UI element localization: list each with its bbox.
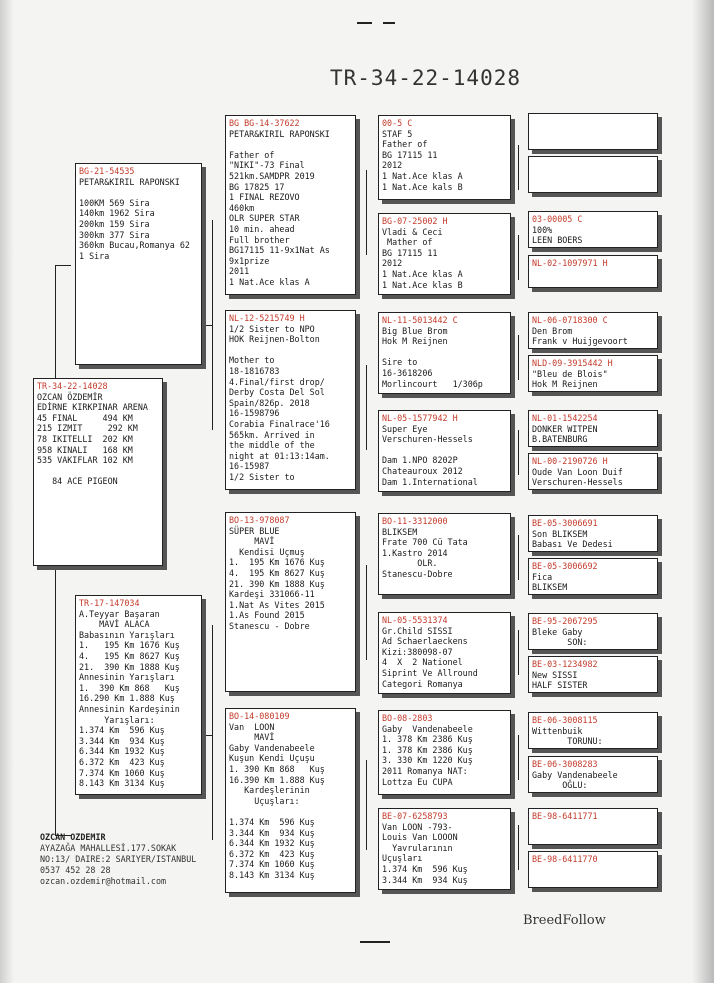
ring-number: BO-08-2803 <box>382 713 433 723</box>
pedigree-text-line: 1. 195 Km 1676 Kuş <box>79 640 180 651</box>
pedigree-box-gen5-9[interactable] <box>528 515 658 552</box>
connector-line <box>518 630 519 675</box>
pedigree-text-line: Mother to <box>229 355 275 366</box>
pedigree-box-gen5-7[interactable] <box>528 410 658 447</box>
pedigree-text-line: HALF SISTER <box>532 680 588 691</box>
pedigree-text-line: LEEN BOERS <box>532 235 583 246</box>
pedigree-text-line: 45 FINAL 494 KM <box>37 412 133 423</box>
pedigree-text-line: Verschuren-Hessels <box>532 477 623 488</box>
connector-line <box>518 335 519 380</box>
pedigree-text-line: 300km 377 Sira <box>79 229 150 240</box>
pedigree-text-line: PETAR&KIRIL RAPONSKI <box>79 176 180 187</box>
connector-line <box>212 220 213 430</box>
owner-contact <box>40 832 196 887</box>
pedigree-box-gen5-1[interactable] <box>528 113 658 150</box>
pedigree-title: TR-34-22-14028 <box>330 66 522 90</box>
pedigree-text-line: Babası Ve Dedesi <box>532 539 613 550</box>
bottom-mark <box>360 941 390 943</box>
pedigree-text-line: TORUNU: <box>532 736 603 747</box>
pedigree-text-line: 4 X 2 Nationel <box>382 657 463 668</box>
pedigree-text-line: BG17115 11-9x1Nat As <box>229 245 330 256</box>
pedigree-text-line: B.BATENBURG <box>532 434 588 445</box>
pedigree-text-line: 7.374 Km 1060 Kuş <box>229 859 315 870</box>
pedigree-text-line: PETAR&KIRIL RAPONSKI <box>229 128 330 139</box>
pedigree-text-line: SON: <box>532 637 588 648</box>
page-edge-left <box>0 0 14 983</box>
pedigree-text-line: MAVİ <box>229 536 275 547</box>
pedigree-text-line: EDİRNE KIRKPINAR ARENA <box>37 402 148 413</box>
brand-logo-text: BreedFollow <box>523 913 606 928</box>
pedigree-box-gen5-2[interactable] <box>528 156 658 193</box>
pedigree-box-sire-dam[interactable] <box>225 310 356 490</box>
pedigree-text-line: SÜPER BLUE <box>229 525 280 536</box>
pedigree-text-line: 3.344 Km 934 Kuş <box>79 735 165 746</box>
pedigree-text-line: 140km 1962 Sira <box>79 208 155 219</box>
pedigree-text-line: Verschuren-Hessels <box>382 434 473 445</box>
pedigree-text-line: 1.As Found 2015 <box>229 610 305 621</box>
pedigree-text-line: Oude Van Loon Duif <box>532 466 623 477</box>
pedigree-text-line: Van LOON <box>229 721 275 732</box>
pedigree-text-line: Frank v Huijgevoort <box>532 336 628 347</box>
owner-line: AYAZAĞA MAHALLESİ.177.SOKAK <box>40 843 177 853</box>
pedigree-box-dam-dam[interactable] <box>225 708 356 893</box>
pedigree-text-line <box>37 466 159 477</box>
pedigree-box-gen5-4[interactable] <box>528 255 658 288</box>
pedigree-box-ssd[interactable] <box>378 213 511 295</box>
pedigree-box-gen5-3[interactable] <box>528 211 658 248</box>
pedigree-text-line: Father of <box>382 139 428 150</box>
ring-number: BO-13-978087 <box>229 515 290 525</box>
pedigree-text-line: night at 01:13:14am. <box>229 450 330 461</box>
pedigree-box-gen5-6[interactable] <box>528 355 658 392</box>
ring-number: BE-98-6411771 <box>532 811 598 821</box>
ring-number: BG-07-25002 H <box>382 216 448 226</box>
pedigree-text-line: 200km 159 Sira <box>79 218 150 229</box>
pedigree-text-line: "Bleu de Blois" <box>532 368 608 379</box>
pedigree-text-line: Son BLIKSEM <box>532 528 588 539</box>
owner-name: OZCAN OZDEMIR <box>40 832 106 842</box>
pedigree-text-line: Full brother <box>229 234 290 245</box>
pedigree-text-line: 1. 195 Km 1676 Kuş <box>229 557 325 568</box>
pedigree-text-line: Ad Schaerlaeckens <box>382 636 468 647</box>
pedigree-text-line: "NIKI"-73 Final <box>229 160 305 171</box>
pedigree-text-line: 1.374 Km 596 Kuş <box>79 725 165 736</box>
pedigree-text-line: 6.372 Km 423 Kuş <box>79 756 165 767</box>
pedigree-text-line <box>229 139 352 150</box>
pedigree-text-line: OZCAN ÖZDEMİR <box>37 391 103 402</box>
pedigree-text-line: 84 ACE PIGEON <box>37 476 118 487</box>
pedigree-text-line: MAVİ <box>229 732 275 743</box>
owner-email[interactable]: ozcan.ozdemir@hotmail.com <box>40 876 167 886</box>
pedigree-text-line: 521km.SAMDPR 2019 <box>229 170 315 181</box>
pedigree-text-line: Morlincourt 1/306p <box>382 378 483 389</box>
connector-line <box>55 265 71 266</box>
pedigree-text-line: Hok M Reijnen <box>382 336 448 347</box>
top-mark <box>357 22 372 24</box>
pedigree-text-line: Categori Romanya <box>382 678 463 689</box>
ring-number: BG-21-54535 <box>79 166 135 176</box>
page-edge-right <box>692 0 714 983</box>
ring-number: NL-01-1542254 <box>532 413 598 423</box>
pedigree-text-line: New SISSI <box>532 669 578 680</box>
connector-line <box>518 825 519 870</box>
pedigree-text-line: Van LOON -793- <box>382 821 453 832</box>
pedigree-text-line: Mather of <box>382 237 433 248</box>
pedigree-text-line: 16.290 Km 1.888 Kuş <box>79 693 175 704</box>
pedigree-text-line: Big Blue Brom <box>382 325 448 336</box>
pedigree-text-line: 16-15987 <box>229 461 270 472</box>
ring-number: BE-03-1234982 <box>532 659 598 669</box>
pedigree-text-line: A.Teyyar Başaran <box>79 608 160 619</box>
ring-number: NL-06-0718300 C <box>532 315 608 325</box>
pedigree-text-line: Siprint Ve Allround <box>382 667 478 678</box>
connector-line <box>202 735 212 736</box>
pedigree-text-line: 6.344 Km 1932 Kuş <box>229 838 315 849</box>
pedigree-text-line: 7.374 Km 1060 Kuş <box>79 767 165 778</box>
pedigree-text-line: Kardeşlerinin <box>229 785 310 796</box>
pedigree-text-line: Yarışları: <box>79 714 155 725</box>
pedigree-text-line: 100% <box>532 224 553 235</box>
ring-number: BG BG-14-37622 <box>229 118 300 128</box>
ring-number: BE-07-6258793 <box>382 811 448 821</box>
pedigree-text-line: Vladi & Ceci <box>382 226 443 237</box>
pedigree-text-line: 1 Nat.Ace klas A <box>382 170 463 181</box>
connector-line <box>518 235 519 280</box>
pedigree-text-line: Louis Van LOOON <box>382 832 458 843</box>
pedigree-text-line: 1.374 Km 596 Kuş <box>382 863 468 874</box>
ring-number: 00-5 C <box>382 118 413 128</box>
owner-phone: 0537 452 28 28 <box>40 865 111 875</box>
pedigree-text-line: DONKER WITPEN <box>532 423 598 434</box>
pedigree-text-line: Chateauroux 2012 <box>382 465 463 476</box>
pedigree-text-line: 1. 378 Km 2386 Kuş <box>382 744 473 755</box>
pedigree-text-line: 1. 390 Km 868 Kuş <box>229 763 325 774</box>
pedigree-text-line: 78 IKITELLI 202 KM <box>37 433 133 444</box>
pedigree-text-line: 4. 195 Km 8627 Kuş <box>79 650 180 661</box>
pedigree-text-line: OLR. <box>382 558 438 569</box>
pedigree-text-line: BLIKSEM <box>532 582 568 593</box>
pedigree-text-line: Annesinin Kardeşinin <box>79 703 180 714</box>
pedigree-text-line: Uçuşları: <box>229 795 300 806</box>
pedigree-text-line: 4.Final/first drop/ <box>229 376 325 387</box>
pedigree-box-gen5-16[interactable] <box>528 851 658 888</box>
ring-number: NLD-09-3915442 H <box>532 358 613 368</box>
pedigree-text-line: Hok M Reijnen <box>532 379 598 390</box>
pedigree-text-line: Father of <box>229 149 275 160</box>
ring-number: BE-06-3008115 <box>532 715 598 725</box>
pedigree-box-gen5-10[interactable] <box>528 558 658 595</box>
ring-number: NL-00-2190726 H <box>532 456 608 466</box>
pedigree-box-gen5-12[interactable] <box>528 656 658 693</box>
pedigree-text-line: 2011 Romanya NAT: <box>382 765 468 776</box>
pedigree-text-line: Den Brom <box>532 325 573 336</box>
pedigree-box-dds[interactable] <box>378 710 511 795</box>
pedigree-text-line: 18-1816783 <box>229 365 280 376</box>
pedigree-text-line: BG 17825 17 <box>229 181 285 192</box>
pedigree-box-sds[interactable] <box>378 312 511 394</box>
pedigree-text-line: Spain/826p. 2018 <box>229 397 310 408</box>
pedigree-text-line: Gaby Vandenabeele <box>382 723 473 734</box>
pedigree-text-line <box>229 345 352 356</box>
pedigree-text-line: Super Eye <box>382 423 428 434</box>
connector-line <box>366 565 367 660</box>
pedigree-text-line: Wittenbuik <box>532 725 583 736</box>
pedigree-text-line: Kendisi Uçmuş <box>229 546 305 557</box>
pedigree-box-gen5-8[interactable] <box>528 453 658 490</box>
pedigree-text-line: 6.372 Km 423 Kuş <box>229 848 315 859</box>
pedigree-text-line: BG 17115 11 <box>382 149 438 160</box>
ring-number: NL-11-5013442 C <box>382 315 458 325</box>
top-mark <box>383 22 395 24</box>
pedigree-text-line: Dam 1.International <box>382 476 478 487</box>
ring-number: TR-17-147034 <box>79 598 140 608</box>
connector-line <box>518 535 519 580</box>
owner-line: NO:13/ DAIRE:2 SARIYER/ISTANBUL <box>40 854 197 864</box>
pedigree-text-line <box>79 187 198 198</box>
pedigree-text-line: 1.374 Km 596 Kuş <box>229 816 315 827</box>
pedigree-text-line: Yavrularının <box>382 842 453 853</box>
ring-number: BE-98-6411770 <box>532 854 598 864</box>
pedigree-box-gen5-5[interactable] <box>528 312 658 349</box>
pedigree-text-line: 4. 195 Km 8627 Kuş <box>229 567 325 578</box>
connector-line <box>366 365 367 450</box>
connector-line <box>212 625 213 840</box>
pedigree-text-line: 1.Kastro 2014 <box>382 547 448 558</box>
pedigree-text-line: Stanescu - Dobre <box>229 620 310 631</box>
pedigree-text-line: 360km Bucau,Romanya 62 <box>79 240 190 251</box>
pedigree-text-line: Lottza Eu CUPA <box>382 776 453 787</box>
pedigree-text-line: the middle of the <box>229 440 315 451</box>
pedigree-box-dam-sire[interactable] <box>225 512 356 692</box>
ring-number: BE-05-3006691 <box>532 518 598 528</box>
pedigree-text-line: 21. 390 Km 1888 Kuş <box>229 578 325 589</box>
ring-number: NL-05-1577942 H <box>382 413 458 423</box>
ring-number: BE-95-2067295 <box>532 616 598 626</box>
ring-number: 03-00005 C <box>532 214 583 224</box>
pedigree-box-gen5-11[interactable] <box>528 613 658 650</box>
pedigree-text-line: 535 VAKIFLAR 102 KM <box>37 455 133 466</box>
pedigree-text-line: Babasının Yarışları <box>79 629 175 640</box>
pedigree-text-line: Dam 1.NPO 8202P <box>382 455 458 466</box>
ring-number: BE-06-3008283 <box>532 759 598 769</box>
pedigree-box-gen5-13[interactable] <box>528 712 658 749</box>
pedigree-text-line: 6.344 Km 1932 Kuş <box>79 746 165 757</box>
pedigree-text-line: 16-3618206 <box>382 367 433 378</box>
pedigree-text-line: 565km. Arrived in <box>229 429 315 440</box>
pedigree-text-line: Kuşun Kendi Uçuşu <box>229 753 315 764</box>
connector-line <box>518 735 519 780</box>
pedigree-text-line: 958 KINALI 168 KM <box>37 444 133 455</box>
pedigree-text-line: BG 17115 11 <box>382 247 438 258</box>
pedigree-text-line: 8.143 Km 3134 Kuş <box>79 778 165 789</box>
pedigree-text-line: 3.344 Km 934 Kuş <box>229 827 315 838</box>
pedigree-text-line: 1 Nat.Ace klas A <box>229 276 310 287</box>
pedigree-text-line <box>382 445 507 456</box>
pedigree-text-line: Stanescu-Dobre <box>382 568 453 579</box>
pedigree-box-sire-sire[interactable] <box>225 115 356 295</box>
pedigree-text-line: 16-1598796 <box>229 408 280 419</box>
pedigree-box-ddd[interactable] <box>378 808 511 890</box>
pedigree-text-line: 2012 <box>382 160 403 171</box>
pedigree-text-line: 1.Nat As Vites 2015 <box>229 599 325 610</box>
pedigree-box-dsd[interactable] <box>378 612 511 694</box>
connector-line <box>202 325 212 326</box>
pedigree-text-line: 1 FINAL REZOVO <box>229 192 300 203</box>
pedigree-text-line: BLIKSEM <box>382 526 418 537</box>
ring-number: NL-02-1097971 H <box>532 258 608 268</box>
pedigree-text-line: Frate 700 Cü Tata <box>382 537 468 548</box>
ring-number: NL-12-5215749 H <box>229 313 305 323</box>
pedigree-box-gen5-14[interactable] <box>528 756 658 793</box>
ring-number: BE-05-3006692 <box>532 561 598 571</box>
pedigree-text-line: Annesinin Yarışları <box>79 672 175 683</box>
pedigree-text-line: Bleke Gaby <box>532 626 583 637</box>
connector-line <box>518 430 519 475</box>
pedigree-box-sdd[interactable] <box>378 410 511 492</box>
pedigree-text-line: Derby Costa Del Sol <box>229 387 325 398</box>
ring-number: TR-34-22-14028 <box>37 381 108 391</box>
pedigree-box-sss[interactable] <box>378 115 511 200</box>
pedigree-text-line: 10 min. ahead <box>229 223 295 234</box>
pedigree-text-line: 215 IZMIT 292 KM <box>37 423 138 434</box>
pedigree-text-line: 1. 390 Km 868 Kuş <box>79 682 180 693</box>
pedigree-text-line: Gaby Vandenabeele <box>229 742 315 753</box>
connector-line <box>366 170 367 255</box>
pedigree-box-sire[interactable] <box>75 163 202 365</box>
pedigree-text-line: 2012 <box>382 258 403 269</box>
pedigree-text-line: Corabia Finalrace'16 <box>229 418 330 429</box>
pedigree-text-line: 21. 390 Km 1888 Kuş <box>79 661 180 672</box>
pedigree-text-line: 8.143 Km 3134 Kuş <box>229 869 315 880</box>
pedigree-text-line: 1/2 Sister to NPO <box>229 323 315 334</box>
pedigree-text-line: 100KM 569 Sira <box>79 197 150 208</box>
pedigree-text-line: 460km <box>229 202 255 213</box>
ring-number: NL-05-5531374 <box>382 615 448 625</box>
connector-line <box>518 145 519 190</box>
pedigree-text-line: 3. 330 Km 1220 Kuş <box>382 755 473 766</box>
pedigree-text-line: Gr.Child SISSI <box>382 625 453 636</box>
pedigree-text-line <box>382 347 507 358</box>
pedigree-text-line: STAF 5 <box>382 128 413 139</box>
pedigree-box-main[interactable] <box>33 378 163 566</box>
pedigree-text-line: 1/2 Sister to <box>229 471 295 482</box>
pedigree-text-line: Kizi:380098-07 <box>382 646 453 657</box>
pedigree-text-line <box>229 806 352 817</box>
pedigree-text-line: OĞLU: <box>532 780 588 791</box>
pedigree-text-line: 1 Nat.Ace kals B <box>382 181 463 192</box>
pedigree-text-line: HOK Reijnen-Bolton <box>229 334 320 345</box>
pedigree-text-line: Kardeşi 331066-11 <box>229 589 315 600</box>
pedigree-text-line: 1 Sira <box>79 250 110 261</box>
pedigree-text-line: MAVİ ALACA <box>79 619 150 630</box>
ring-number: BO-14-080109 <box>229 711 290 721</box>
pedigree-text-line: 2011 <box>229 266 250 277</box>
pedigree-text-line: 9x1prize <box>229 255 270 266</box>
pedigree-text-line: 1. 378 Km 2386 Kuş <box>382 734 473 745</box>
pedigree-text-line: 1 Nat.Ace klas B <box>382 279 463 290</box>
pedigree-box-dam[interactable] <box>75 595 202 795</box>
pedigree-text-line: 16.390 Km 1.888 Kuş <box>229 774 325 785</box>
pedigree-box-dss[interactable] <box>378 513 511 595</box>
pedigree-text-line: Fica <box>532 571 553 582</box>
ring-number: BO-11-3312000 <box>382 516 448 526</box>
pedigree-text-line: Sire to <box>382 357 418 368</box>
pedigree-text-line: 1 Nat.Ace klas A <box>382 268 463 279</box>
pedigree-text-line: Uçuşları <box>382 853 423 864</box>
pedigree-text-line: OLR SUPER STAR <box>229 213 300 224</box>
pedigree-text-line: Gaby Vandenabeele <box>532 769 618 780</box>
connector-line <box>366 760 367 850</box>
pedigree-text-line: 3.344 Km 934 Kuş <box>382 874 468 885</box>
pedigree-box-gen5-15[interactable] <box>528 808 658 845</box>
